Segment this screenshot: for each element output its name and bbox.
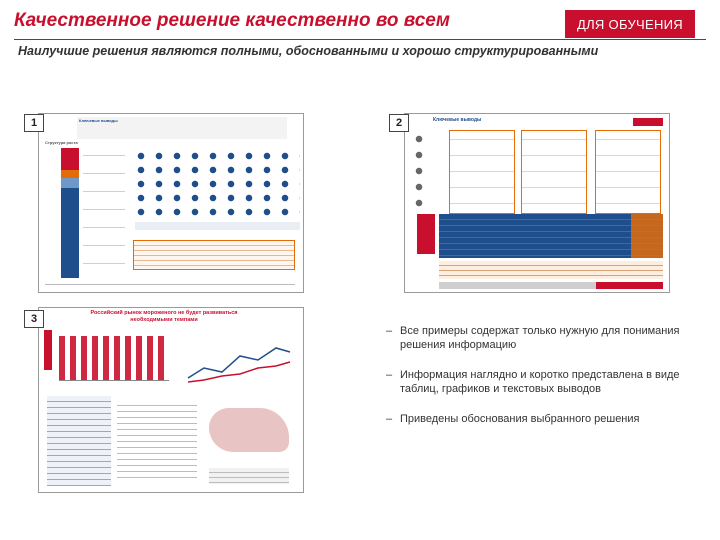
slide-1-rating-grid — [135, 150, 300, 220]
slide-1-heading-text: Ключевые выводы — [79, 118, 118, 123]
slide-3-source-note — [209, 468, 289, 484]
slide-2-option-1 — [449, 130, 515, 214]
slide-3-middle-notes — [117, 400, 197, 480]
slide-3-line-chart — [184, 338, 294, 388]
page-title: Качественное решение качественно во всем — [14, 10, 450, 31]
slide-2-option-2 — [521, 130, 587, 214]
bullet-dash: – — [386, 325, 393, 337]
page-subtitle: Наилучшие решения являются полными, обоснованными и хорошо структурированными — [18, 44, 599, 58]
slide-3-map — [209, 408, 289, 452]
slide-2-process-arrows — [439, 282, 663, 289]
slide-2-conclusion-box — [439, 261, 663, 279]
slide-1-footer — [45, 284, 295, 285]
slide-3-side-label — [44, 330, 52, 370]
bullet-item — [386, 412, 686, 428]
slide-1-growth-bar — [61, 148, 79, 278]
slide-1-number-row — [135, 222, 300, 230]
slide-2-icon-column — [411, 134, 441, 210]
bullet-item — [386, 324, 686, 354]
slide-1-labels — [83, 148, 125, 278]
slide-3-left-notes — [47, 396, 111, 486]
bullet-item — [386, 368, 686, 398]
slide-2-heading-text: Ключевые выводы — [433, 117, 482, 123]
slide-2-comparison-table — [439, 214, 663, 258]
slide-2-option-3 — [595, 130, 661, 214]
slide-1-number: 1 — [24, 114, 44, 132]
slide-2-highlight-column — [631, 214, 663, 258]
bullet-text: Приведены обоснования выбранного решения — [400, 413, 640, 425]
example-slide-3[interactable] — [38, 307, 304, 493]
training-badge: ДЛЯ ОБУЧЕНИЯ — [565, 10, 695, 38]
slide-1-top-label: Структура роста — [45, 140, 78, 145]
example-slide-1[interactable] — [38, 113, 304, 293]
bullet-text: Все примеры содержат только нужную для понимания решения информацию — [400, 325, 680, 351]
slide-3-number: 3 — [24, 310, 44, 328]
example-slide-2[interactable] — [404, 113, 670, 293]
slide-3-bar-chart — [59, 336, 169, 380]
slide-2-brand-mark — [633, 118, 663, 126]
slide-1-conclusion-box — [133, 240, 295, 270]
bullet-dash: – — [386, 369, 393, 381]
header-divider — [14, 39, 706, 40]
slide-3-heading-text: Российский рынок мороженого не будет развиваться необходимыми темпами — [90, 310, 238, 323]
slide-2-vertical-label — [417, 214, 435, 254]
slide-2-number: 2 — [389, 114, 409, 132]
slide-3-bar-axis — [59, 380, 169, 381]
bullet-text: Информация наглядно и коротко представлена в виде таблиц, графиков и текстовых выводов — [400, 369, 680, 395]
bullet-dash: – — [386, 413, 393, 425]
